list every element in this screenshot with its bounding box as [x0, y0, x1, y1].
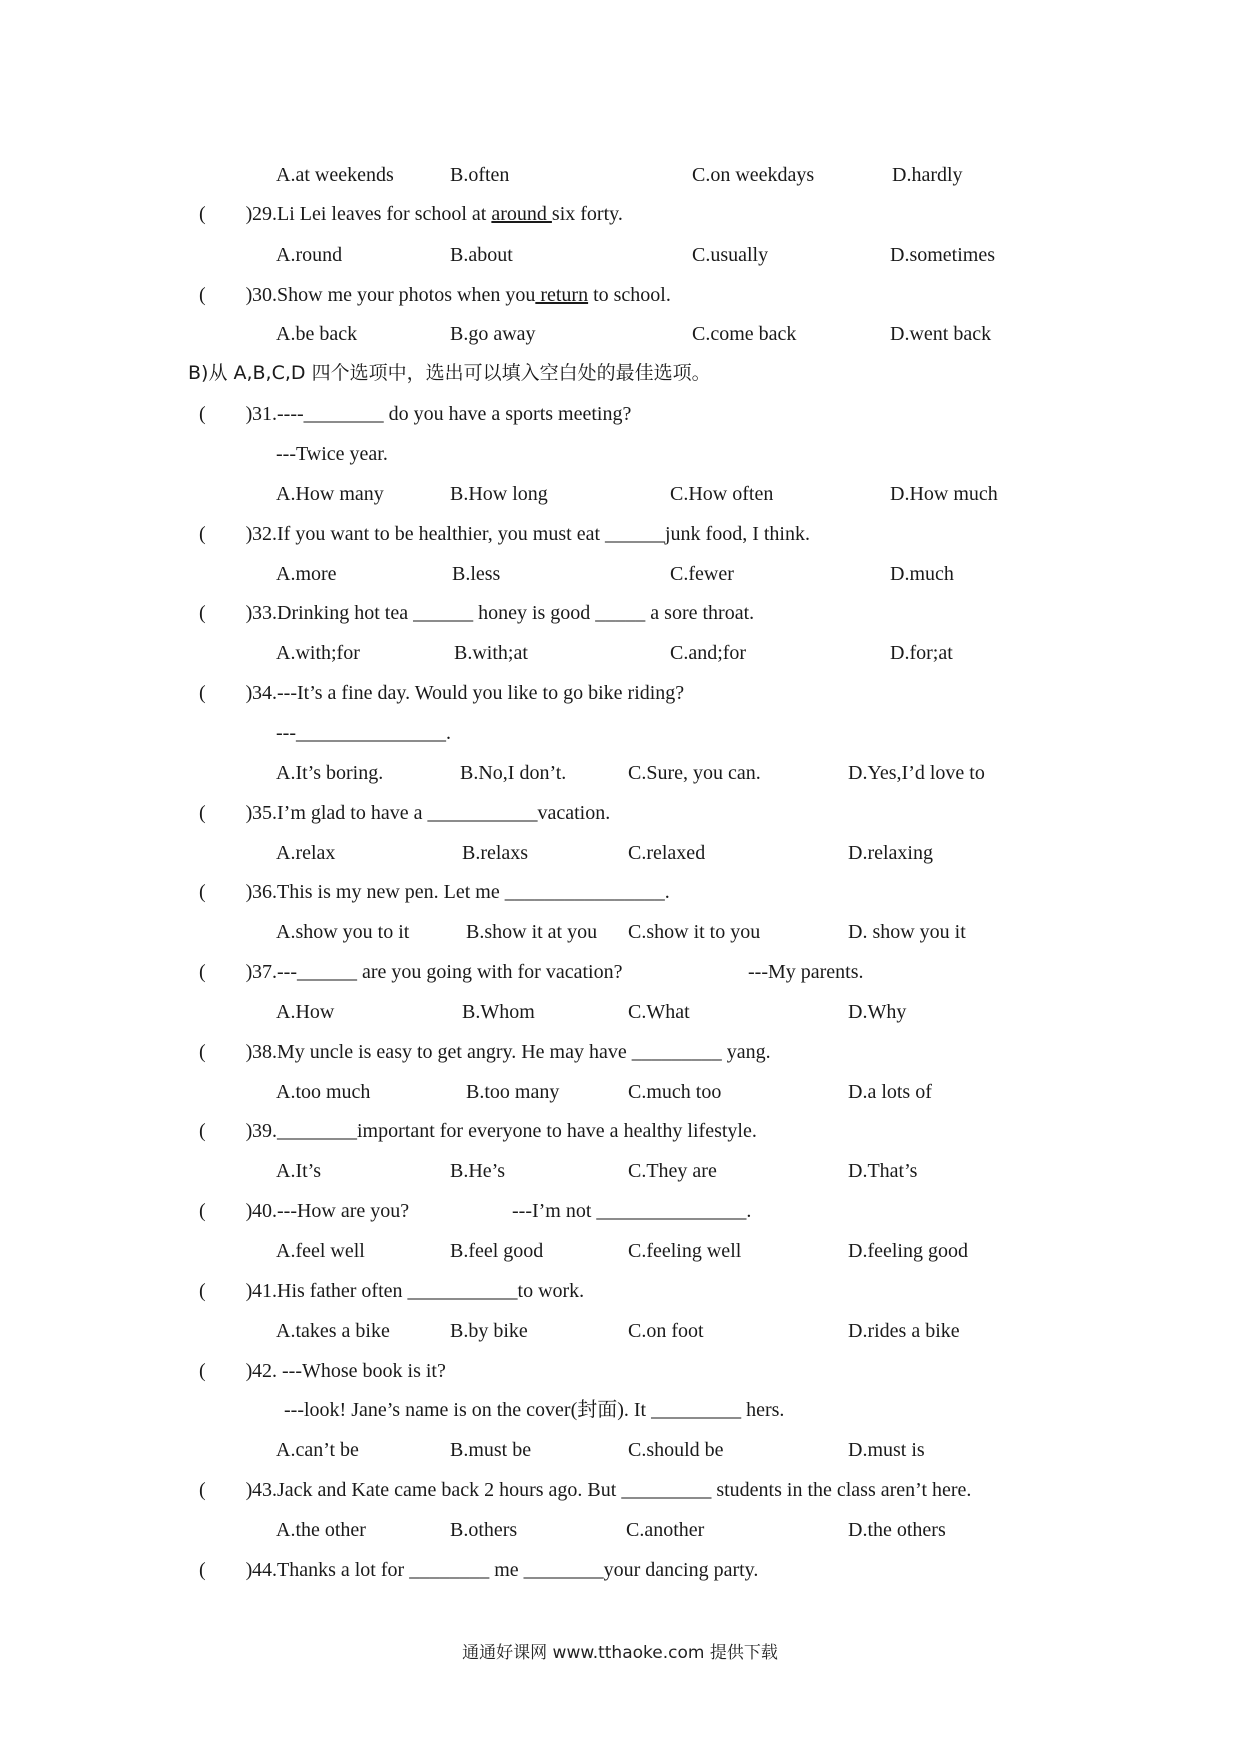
q29-option-a: A.round: [276, 244, 343, 266]
q28-option-c: C.on weekdays: [692, 164, 815, 186]
q36-option-c: C.show it to you: [628, 921, 761, 943]
q39-question: 39.________important for everyone to have a healthy lifestyle.: [252, 1120, 757, 1142]
q39-answer-paren[interactable]: ( ): [199, 1120, 253, 1142]
q40-answer-line: ---I’m not _______________.: [512, 1200, 752, 1222]
q40-answer-paren[interactable]: ( ): [199, 1200, 253, 1222]
q33-answer-paren[interactable]: ( ): [199, 602, 253, 624]
q39-option-c: C.They are: [628, 1160, 717, 1182]
q40-option-b: B.feel good: [450, 1240, 544, 1262]
q42-option-c: C.should be: [628, 1439, 724, 1461]
q34-question: 34.---It’s a fine day. Would you like to go bike riding?: [252, 682, 685, 704]
q41-question: 41.His father often ___________to work.: [252, 1280, 585, 1302]
q31-option-d: D.How much: [890, 483, 998, 505]
q38-option-c: C.much too: [628, 1081, 722, 1103]
q38-option-b: B.too many: [466, 1081, 560, 1103]
q30-underlined-word: return: [535, 284, 589, 306]
q29-text-before: 29.Li Lei leaves for school at: [252, 203, 492, 225]
q36-answer-paren[interactable]: ( ): [199, 881, 253, 903]
q42-option-a: A.can’t be: [276, 1439, 359, 1461]
q41-option-c: C.on foot: [628, 1320, 704, 1342]
q37-question: 37.---______ are you going with for vacation?: [252, 961, 623, 983]
q29-option-d: D.sometimes: [890, 244, 995, 266]
q31-option-c: C.How often: [670, 483, 774, 505]
q40-option-a: A.feel well: [276, 1240, 365, 1262]
section-b-heading: B)从 A,B,C,D 四个选项中，选出可以填入空白处的最佳选项。: [188, 362, 711, 384]
page-footer: 通通好课网 www.tthaoke.com 提供下载: [462, 1643, 778, 1663]
q36-option-d: D. show you it: [848, 921, 966, 943]
q42-option-d: D.must is: [848, 1439, 925, 1461]
q33-question: 33.Drinking hot tea ______ honey is good _____ a sore throat.: [252, 602, 755, 624]
q34-answer-paren[interactable]: ( ): [199, 682, 253, 704]
q42-answer-line: ---look! Jane’s name is on the cover(封面). It _________ hers.: [284, 1399, 785, 1421]
q34-option-b: B.No,I don’t.: [460, 762, 567, 784]
q37-option-c: C.What: [628, 1001, 690, 1023]
q39-option-b: B.He’s: [450, 1160, 505, 1182]
q28-option-d: D.hardly: [892, 164, 963, 186]
q43-option-a: A.the other: [276, 1519, 366, 1541]
q41-option-b: B.by bike: [450, 1320, 528, 1342]
q41-option-d: D.rides a bike: [848, 1320, 960, 1342]
q32-option-d: D.much: [890, 563, 954, 585]
q30-text-before: 30.Show me your photos when you: [252, 284, 536, 306]
q30-answer-paren[interactable]: ( ): [199, 284, 253, 306]
q29-question: [252, 202, 623, 226]
q32-option-c: C.fewer: [670, 563, 734, 585]
q43-question: 43.Jack and Kate came back 2 hours ago. But _________ students in the class aren’t here.: [252, 1479, 972, 1501]
q28-option-b: B.often: [450, 164, 510, 186]
q38-option-a: A.too much: [276, 1081, 371, 1103]
q33-option-a: A.with;for: [276, 642, 360, 664]
q30-option-c: C.come back: [692, 323, 797, 345]
q29-text-after: six forty.: [551, 203, 623, 225]
q38-question: 38.My uncle is easy to get angry. He may have _________ yang.: [252, 1041, 771, 1063]
q33-option-d: D.for;at: [890, 642, 953, 664]
q30-option-d: D.went back: [890, 323, 992, 345]
q35-answer-paren[interactable]: ( ): [199, 802, 253, 824]
q37-answer-line: ---My parents.: [748, 961, 864, 983]
q31-answer-paren[interactable]: ( ): [199, 403, 253, 425]
q41-option-a: A.takes a bike: [276, 1320, 390, 1342]
q36-option-a: A.show you to it: [276, 921, 410, 943]
q39-option-d: D.That’s: [848, 1160, 918, 1182]
q31-option-b: B.How long: [450, 483, 548, 505]
q42-option-b: B.must be: [450, 1439, 532, 1461]
q32-option-b: B.less: [452, 563, 501, 585]
q38-answer-paren[interactable]: ( ): [199, 1041, 253, 1063]
q39-option-a: A.It’s: [276, 1160, 321, 1182]
q40-question: 40.---How are you?: [252, 1200, 410, 1222]
q40-option-d: D.feeling good: [848, 1240, 968, 1262]
q35-option-c: C.relaxed: [628, 842, 706, 864]
q31-option-a: A.How many: [276, 483, 384, 505]
q30-text-after: to school.: [588, 284, 671, 306]
q32-question: 32.If you want to be healthier, you must eat ______junk food, I think.: [252, 523, 810, 545]
q43-option-b: B.others: [450, 1519, 518, 1541]
q37-option-b: B.Whom: [462, 1001, 535, 1023]
q43-option-c: C.another: [626, 1519, 705, 1541]
q35-option-b: B.relaxs: [462, 842, 529, 864]
q29-underlined-word: around: [491, 203, 552, 225]
q35-option-a: A.relax: [276, 842, 336, 864]
q40-option-c: C.feeling well: [628, 1240, 742, 1262]
q30-option-b: B.go away: [450, 323, 536, 345]
q35-option-d: D.relaxing: [848, 842, 933, 864]
q29-option-b: B.about: [450, 244, 513, 266]
q35-question: 35.I’m glad to have a ___________vacation.: [252, 802, 611, 824]
q28-option-a: A.at weekends: [276, 164, 394, 186]
q42-question: 42. ---Whose book is it?: [252, 1360, 446, 1382]
q43-option-d: D.the others: [848, 1519, 946, 1541]
q34-answer-line: ---_______________.: [276, 722, 451, 744]
q37-answer-paren[interactable]: ( ): [199, 961, 253, 983]
q37-option-d: D.Why: [848, 1001, 907, 1023]
q29-option-c: C.usually: [692, 244, 769, 266]
q30-option-a: A.be back: [276, 323, 358, 345]
q34-option-a: A.It’s boring.: [276, 762, 384, 784]
q43-answer-paren[interactable]: ( ): [199, 1479, 253, 1501]
q33-option-c: C.and;for: [670, 642, 747, 664]
q37-option-a: A.How: [276, 1001, 335, 1023]
q44-question: 44.Thanks a lot for ________ me ________your dancing party.: [252, 1559, 759, 1581]
q41-answer-paren[interactable]: ( ): [199, 1280, 253, 1302]
q32-answer-paren[interactable]: ( ): [199, 523, 253, 545]
q42-answer-paren[interactable]: ( ): [199, 1360, 253, 1382]
q38-option-d: D.a lots of: [848, 1081, 932, 1103]
q33-option-b: B.with;at: [454, 642, 528, 664]
q32-option-a: A.more: [276, 563, 337, 585]
q36-option-b: B.show it at you: [466, 921, 598, 943]
q36-question: 36.This is my new pen. Let me ________________.: [252, 881, 670, 903]
q34-option-d: D.Yes,I’d love to: [848, 762, 985, 784]
q31-question: 31.----________ do you have a sports meeting?: [252, 403, 632, 425]
q34-option-c: C.Sure, you can.: [628, 762, 761, 784]
q31-answer-line: ---Twice year.: [276, 443, 388, 465]
q29-answer-paren[interactable]: ( ): [199, 203, 253, 225]
q44-answer-paren[interactable]: ( ): [199, 1559, 253, 1581]
q30-question: [252, 283, 671, 307]
